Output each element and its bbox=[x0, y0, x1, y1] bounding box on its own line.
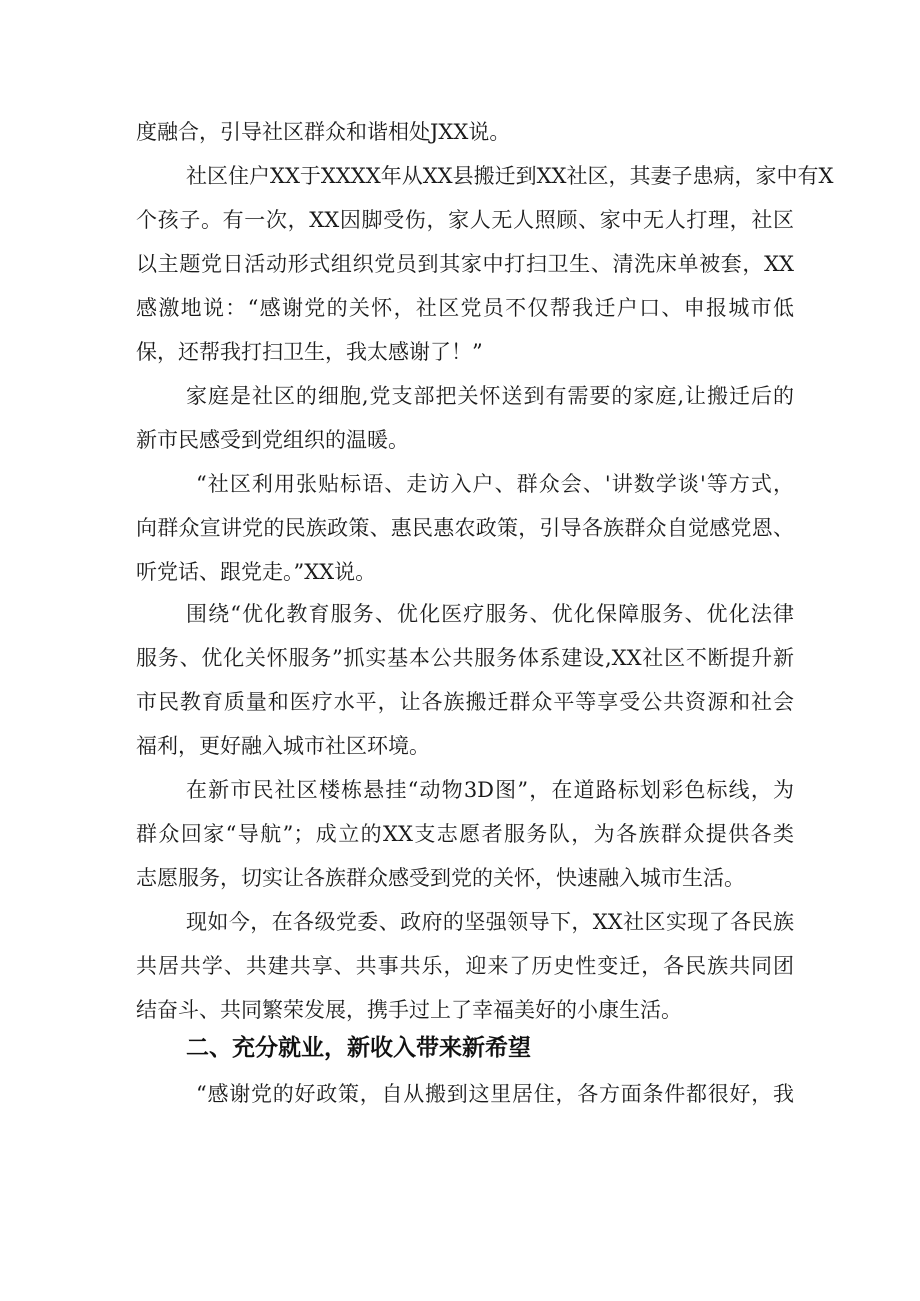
paragraph-line: 现如今，在各级党委、政府的坚强领导下，XX社区实现了各民族 bbox=[186, 910, 794, 934]
paragraph-line: 市民教育质量和医疗水平，让各族搬迁群众平等享受公共资源和社会 bbox=[136, 690, 794, 714]
section-heading: 二、充分就业，新收入带来新希望 bbox=[186, 1035, 531, 1061]
paragraph-line: 群众回家“导航”；成立的XX支志愿者服务队，为各族群众提供各类 bbox=[136, 822, 794, 846]
paragraph-line: 听党话、跟党走。”XX说。 bbox=[136, 560, 377, 584]
paragraph-line: 福利，更好融入城市社区环境。 bbox=[136, 734, 430, 758]
paragraph-line: 社区住户XX于XXXX年从XX县搬迁到XX社区，其妻子患病，家中有X bbox=[186, 164, 834, 188]
paragraph-line: 向群众宣讲党的民族政策、惠民惠农政策，引导各族群众自觉感党恩、 bbox=[136, 516, 794, 540]
paragraph-line: 家庭是社区的细胞,党支部把关怀送到有需要的家庭,让搬迁后的 bbox=[186, 384, 794, 408]
paragraph-line: “社区利用张贴标语、走访入户、群众会、'讲数学谈'等方式， bbox=[196, 472, 794, 496]
paragraph-line: 以主题党日活动形式组织党员到其家中打扫卫生、清洗床单被套，XX bbox=[136, 252, 794, 276]
paragraph-line: 结奋斗、共同繁荣发展，携手过上了幸福美好的小康生活。 bbox=[136, 998, 682, 1022]
paragraph-line: 度融合，引导社区群众和谐相处JXX说。 bbox=[136, 120, 511, 144]
paragraph-line: 新市民感受到党组织的温暖。 bbox=[136, 428, 409, 452]
paragraph-line: 在新市民社区楼栋悬挂“动物3D图”，在道路标划彩色标线，为 bbox=[186, 778, 794, 802]
paragraph-line: 志愿服务，切实让各族群众感受到党的关怀，快速融入城市生活。 bbox=[136, 866, 745, 890]
paragraph-line: 个孩子。有一次，XX因脚受伤，家人无人照顾、家中无人打理，社区 bbox=[136, 208, 794, 232]
paragraph-line: 保，还帮我打扫卫生，我太感谢了！” bbox=[136, 340, 483, 364]
paragraph-line: 感激地说：“感谢党的关怀，社区党员不仅帮我迁户口、申报城市低 bbox=[136, 296, 794, 320]
paragraph-line: 服务、优化关怀服务”抓实基本公共服务体系建设,XX社区不断提升新 bbox=[136, 646, 794, 670]
paragraph-line: 共居共学、共建共享、共事共乐，迎来了历史性变迁，各民族共同团 bbox=[136, 954, 794, 978]
paragraph-line: 围绕“优化教育服务、优化医疗服务、优化保障服务、优化法律 bbox=[186, 602, 794, 626]
paragraph-line: “感谢党的好政策，自从搬到这里居住，各方面条件都很好，我 bbox=[196, 1082, 794, 1106]
